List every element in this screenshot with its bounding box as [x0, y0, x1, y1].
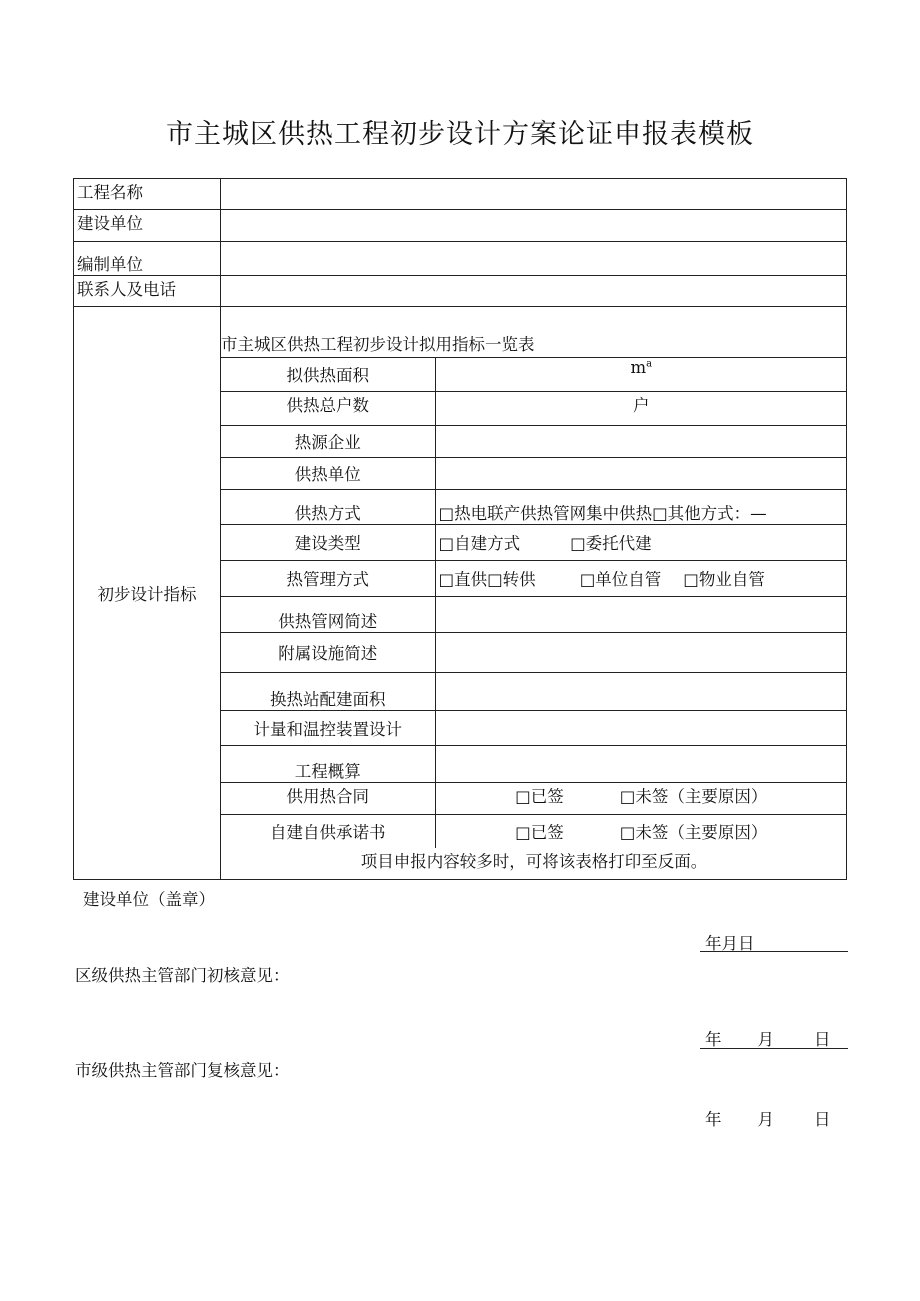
builder-field[interactable] [221, 210, 847, 242]
date2-day: 日 [814, 1030, 831, 1049]
network-label: 供热管网简述 [221, 596, 435, 632]
contact-label: 联系人及电话 [74, 276, 221, 307]
budget-field[interactable] [435, 745, 847, 782]
heating-unit-label: 供热单位 [221, 457, 435, 489]
heating-method-label: 供热方式 [221, 489, 435, 524]
builder-label: 建设单位 [74, 210, 221, 242]
households-unit: 户 [633, 395, 650, 415]
mgmt-option-transfer[interactable]: □转供 [487, 570, 536, 589]
table-row [221, 672, 847, 710]
date-line-2 [705, 1026, 831, 1050]
contract-label: 供用热合同 [221, 782, 435, 814]
table-row [74, 242, 847, 276]
area-unit: m [630, 357, 647, 377]
pledge-options [435, 814, 847, 848]
contract-options [435, 782, 847, 814]
table-row [221, 710, 847, 745]
households-field[interactable] [435, 391, 847, 425]
contract-option-unsigned[interactable]: □未签（主要原因） [619, 786, 768, 806]
mgmt-option-direct[interactable]: □直供 [438, 570, 488, 589]
page-title: 市主城区供热工程初步设计方案论证申报表模板 [166, 119, 754, 150]
method-option-other[interactable]: □其他方式：— [652, 503, 767, 523]
table-row [221, 457, 847, 489]
table-row [221, 391, 847, 425]
table-row [221, 782, 847, 814]
table-row [221, 596, 847, 632]
indicator-table [221, 307, 847, 879]
meter-design-label: 计量和温控装置设计 [221, 710, 435, 745]
district-opinion-label: 区级供热主管部门初核意见： [75, 966, 290, 985]
pledge-option-unsigned[interactable]: □未签（主要原因） [619, 823, 768, 843]
method-option-cogeneration[interactable]: □热电联产供热管网集中供热 [438, 503, 653, 523]
pledge-label: 自建自供承诺书 [221, 814, 435, 848]
build-option-self[interactable]: □自建方式 [438, 534, 521, 553]
mgmt-option-property[interactable]: □物业自管 [683, 570, 765, 589]
table-row [221, 560, 847, 596]
date2-month: 月 [757, 1030, 774, 1049]
station-area-label: 换热站配建面积 [221, 672, 435, 710]
table-row [221, 489, 847, 524]
table-row [74, 276, 847, 307]
table-row [74, 210, 847, 242]
print-note: 项目申报内容较多时，可将该表格打印至反面。 [360, 852, 708, 871]
build-type-options [435, 524, 847, 560]
city-opinion-label: 市级供热主管部门复核意见： [75, 1061, 290, 1080]
table-row [221, 524, 847, 560]
heat-management-label: 热管理方式 [221, 560, 435, 596]
heating-method-options [435, 489, 847, 524]
table-row [221, 307, 847, 357]
network-field[interactable] [435, 596, 847, 632]
date3-day: 日 [814, 1110, 831, 1129]
heating-unit-field[interactable] [435, 457, 847, 489]
contact-field[interactable] [221, 276, 847, 307]
date-line-3 [705, 1106, 831, 1130]
date2-year: 年 [705, 1030, 722, 1049]
date3-year: 年 [705, 1110, 722, 1129]
area-field[interactable] [435, 357, 847, 391]
budget-label: 工程概算 [221, 745, 435, 782]
contract-option-signed[interactable]: □已签 [515, 786, 564, 806]
station-area-field[interactable] [435, 672, 847, 710]
facility-label: 附属设施简述 [221, 632, 435, 672]
compiler-field[interactable] [221, 242, 847, 276]
date-line-1: 年月日 [705, 934, 755, 953]
households-label: 供热总户数 [221, 391, 435, 425]
pledge-option-signed[interactable]: □已签 [515, 823, 564, 843]
table-row [221, 357, 847, 391]
date-underline-1 [700, 951, 848, 952]
facility-field[interactable] [435, 632, 847, 672]
area-label: 拟供热面积 [221, 357, 435, 391]
build-type-label: 建设类型 [221, 524, 435, 560]
builder-seal-label: 建设单位（盖章） [83, 890, 215, 909]
heat-source-field[interactable] [435, 425, 847, 457]
table-row [221, 425, 847, 457]
application-form-table [73, 178, 847, 880]
project-name-field[interactable] [221, 179, 847, 210]
date-underline-2 [700, 1048, 848, 1049]
heat-management-options [435, 560, 847, 596]
heat-source-label: 热源企业 [221, 425, 435, 457]
project-name-label: 工程名称 [74, 179, 221, 210]
indicator-table-title: 市主城区供热工程初步设计拟用指标一览表 [221, 334, 535, 354]
table-row [221, 814, 847, 848]
area-unit-sup: a [646, 358, 653, 369]
table-row [221, 745, 847, 782]
date3-month: 月 [757, 1110, 774, 1129]
section-label: 初步设计指标 [74, 307, 221, 880]
build-option-entrusted[interactable]: □委托代建 [570, 534, 652, 553]
table-row [74, 307, 847, 880]
table-row [221, 632, 847, 672]
table-row [74, 179, 847, 210]
meter-design-field[interactable] [435, 710, 847, 745]
table-row [221, 848, 847, 879]
mgmt-option-unit[interactable]: □单位自管 [579, 570, 662, 589]
compiler-label: 编制单位 [74, 242, 221, 276]
